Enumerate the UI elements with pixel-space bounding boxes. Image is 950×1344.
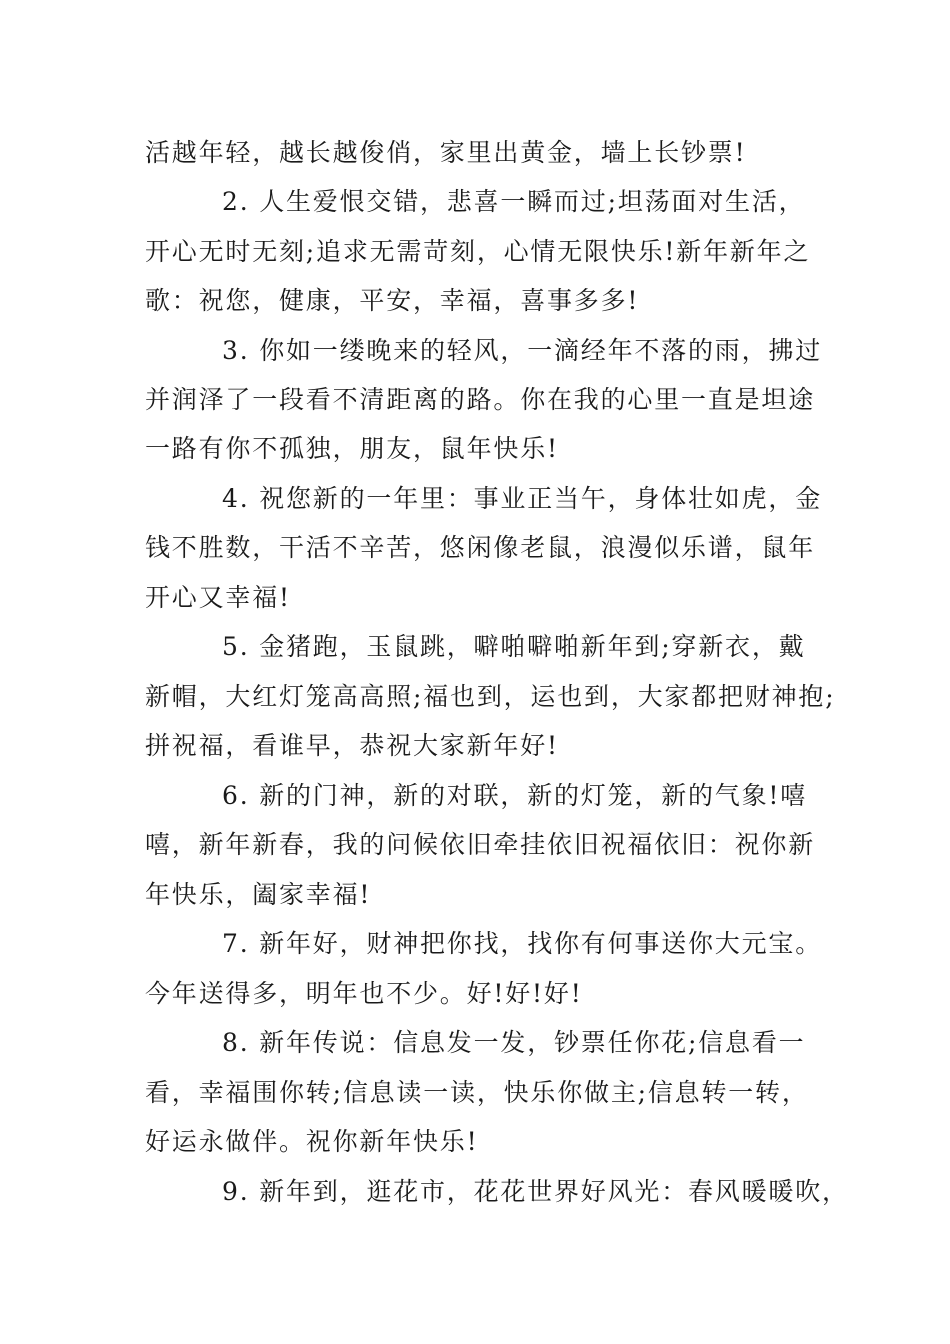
text-line: 今年送得多，明年也不少。好!好!好! <box>145 979 583 1008</box>
text-line: 年快乐，阖家幸福! <box>145 880 372 909</box>
text-line: 看，幸福围你转;信息读一读，快乐你做主;信息转一转， <box>145 1078 809 1107</box>
text-line: 开心又幸福! <box>145 583 291 612</box>
text-line: 好运永做伴。祝你新年快乐! <box>145 1127 479 1156</box>
text-line: 钱不胜数，干活不辛苦，悠闲像老鼠，浪漫似乐谱，鼠年 <box>145 533 816 562</box>
text-line: 拼祝福，看谁早，恭祝大家新年好! <box>145 731 559 760</box>
text-line: 一路有你不孤独，朋友，鼠年快乐! <box>145 434 559 463</box>
text-line: 歌：祝您，健康，平安，幸福，喜事多多! <box>145 286 640 315</box>
list-item-8-first-line: 8. 新年传说：信息发一发，钞票任你花;信息看一 <box>222 1028 806 1057</box>
list-item-3-first-line: 3. 你如一缕晚来的轻风，一滴经年不落的雨，拂过 <box>222 336 823 365</box>
list-item-6-first-line: 6. 新的门神，新的对联，新的灯笼，新的气象!嘻 <box>222 781 808 810</box>
text-line: 活越年轻，越长越俊俏，家里出黄金，墙上长钞票! <box>145 138 747 167</box>
list-item-9-first-line: 9. 新年到，逛花市，花花世界好风光：春风暖暖吹， <box>222 1177 849 1206</box>
list-item-2-first-line: 2. 人生爱恨交错，悲喜一瞬而过;坦荡面对生活， <box>222 187 806 216</box>
list-item-5-first-line: 5. 金猪跑，玉鼠跳，噼啪噼啪新年到;穿新衣，戴 <box>222 632 806 661</box>
list-item-4-first-line: 4. 祝您新的一年里：事业正当午，身体壮如虎，金 <box>222 484 823 513</box>
text-line: 并润泽了一段看不清距离的路。你在我的心里一直是坦途 <box>145 385 816 414</box>
text-line: 开心无时无刻;追求无需苛刻，心情无限快乐!新年新年之 <box>145 237 811 266</box>
list-item-7-first-line: 7. 新年好，财神把你找，找你有何事送你大元宝。 <box>222 929 823 958</box>
text-line: 嘻，新年新春，我的问候依旧牵挂依旧祝福依旧：祝你新 <box>145 830 816 859</box>
text-line: 新帽，大红灯笼高高照;福也到，运也到，大家都把财神抱; <box>145 682 836 711</box>
